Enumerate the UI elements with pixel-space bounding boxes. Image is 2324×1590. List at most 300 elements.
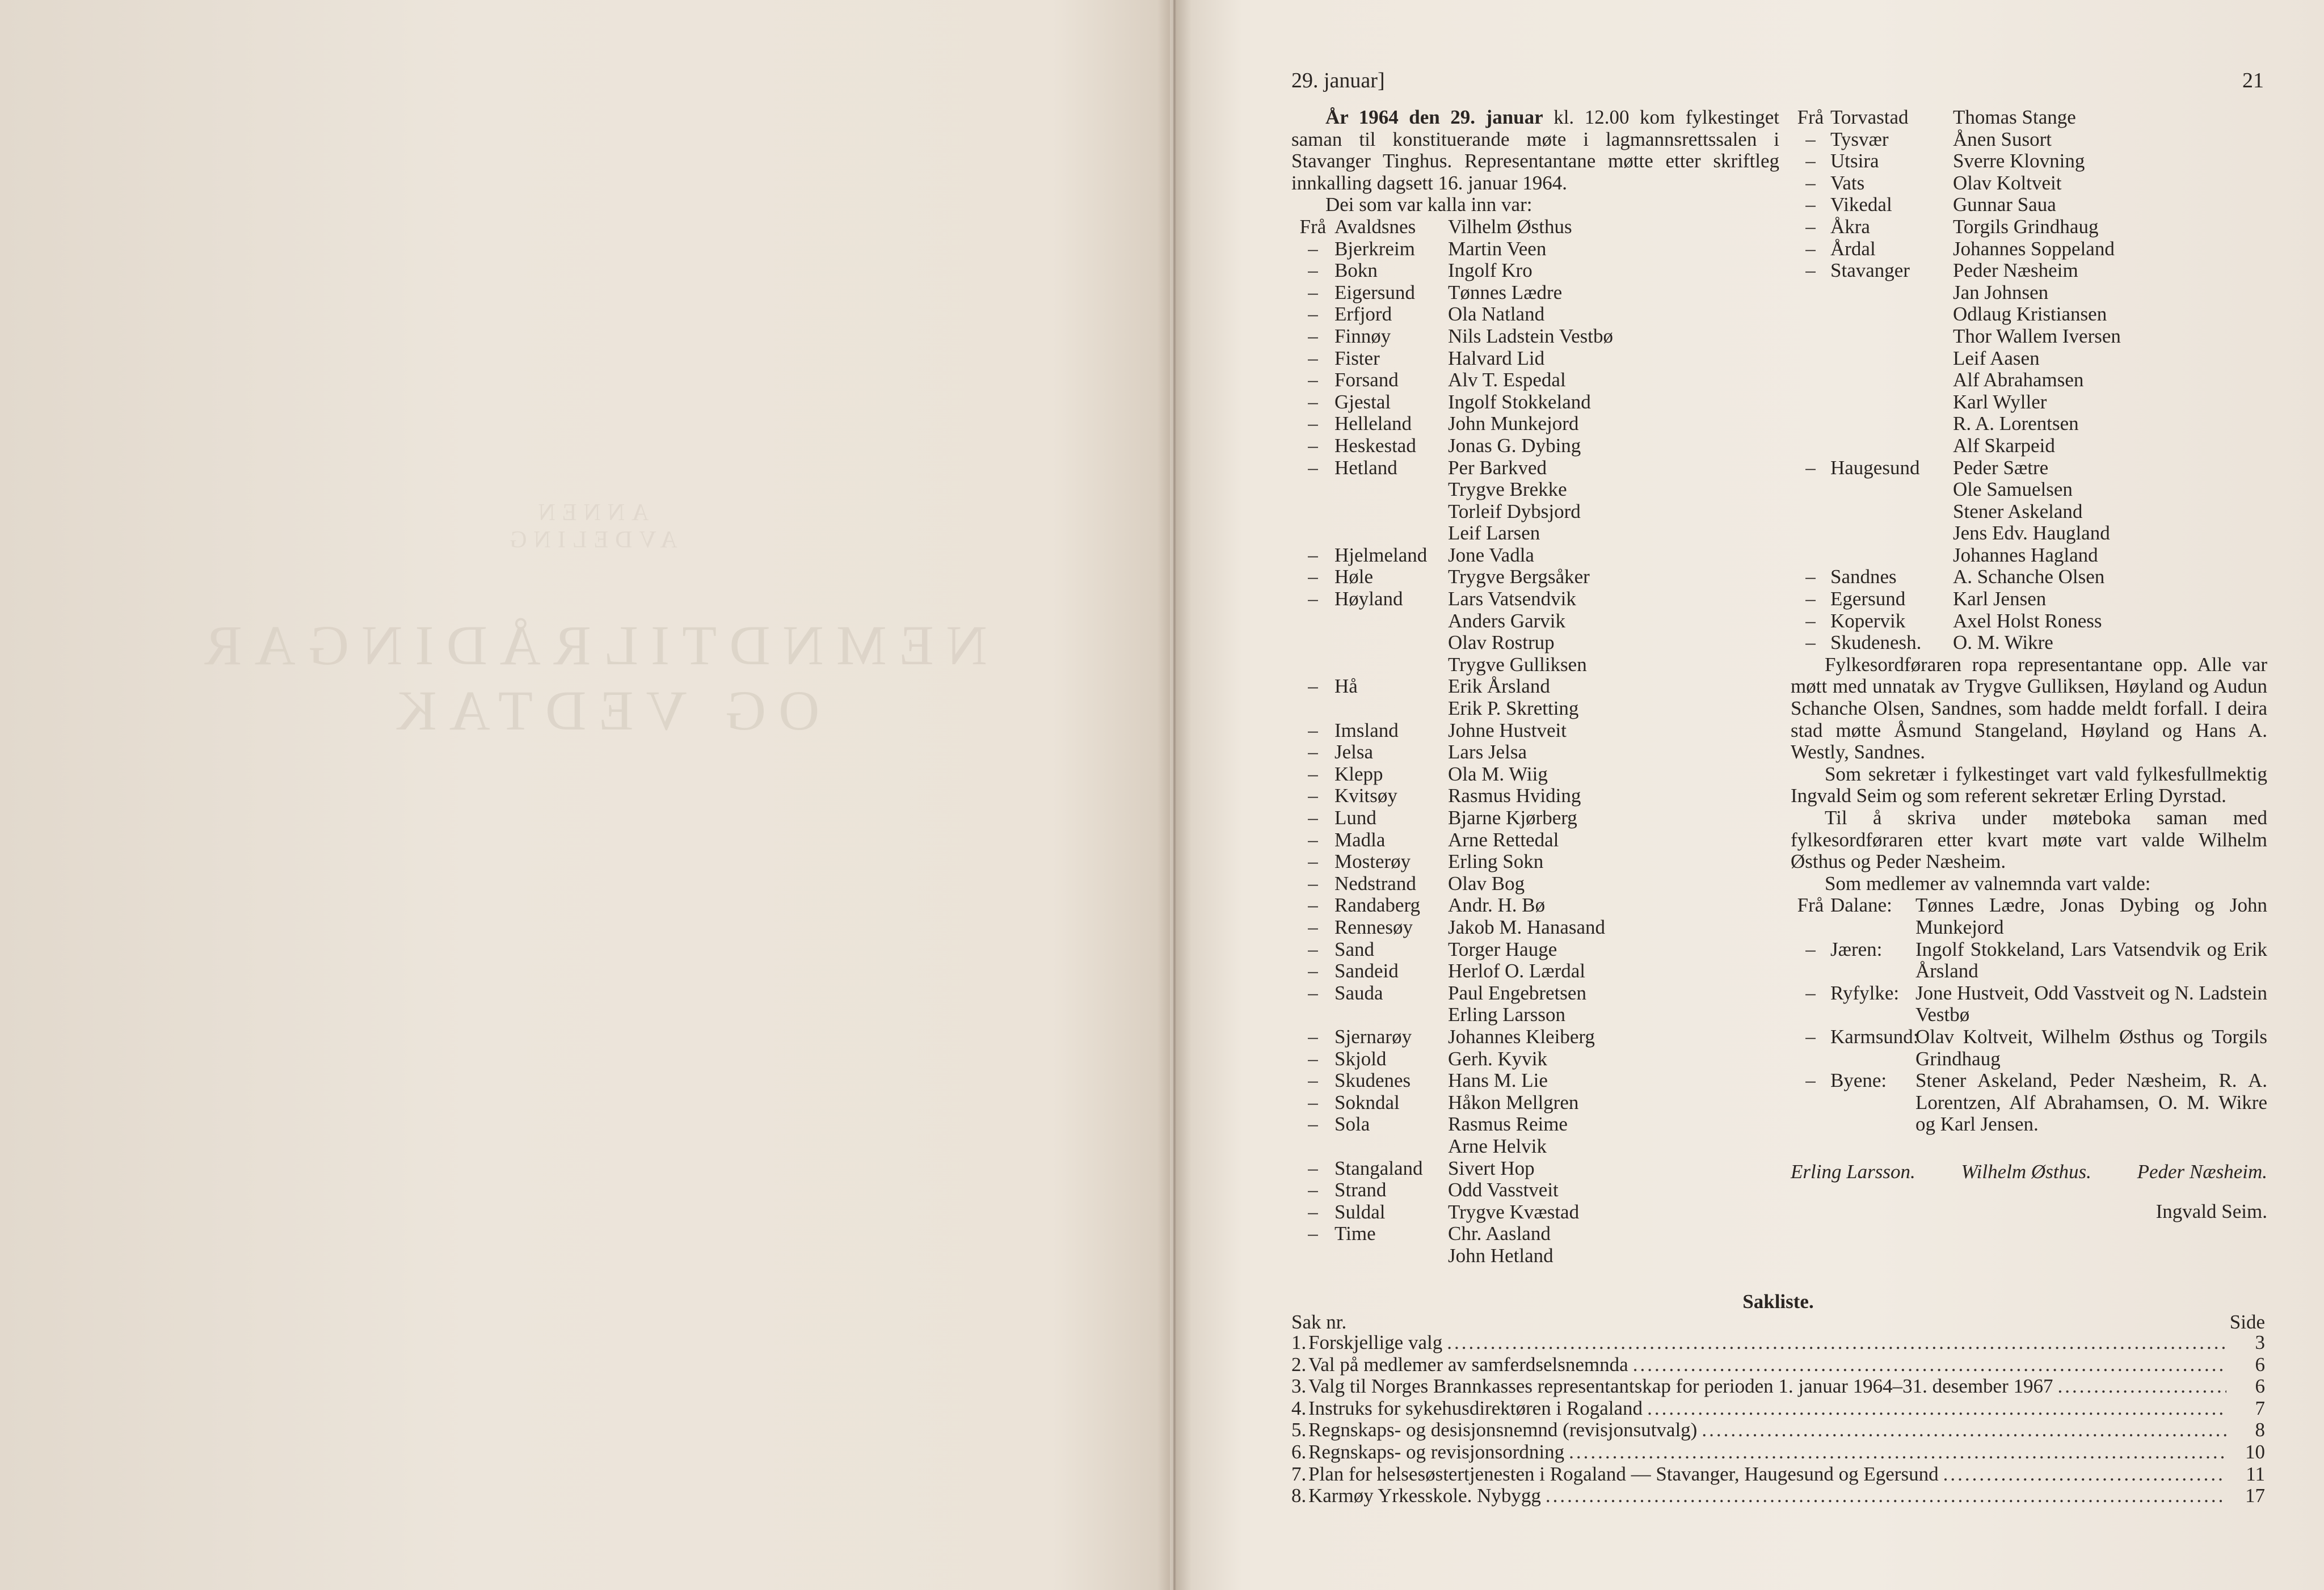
- attendee-name: Karl Jensen: [1953, 588, 2047, 610]
- attendee-municipality: Vikedal: [1830, 193, 1892, 216]
- attendee-municipality: [1334, 1004, 1448, 1026]
- committee-row: [1791, 895, 2267, 938]
- committee-names: Ingolf Stokkeland, Lars Vatsendvik og Erik Årsland: [1915, 938, 2267, 982]
- attendee-municipality: Imsland: [1334, 719, 1399, 741]
- attendee-municipality: Avaldsnes: [1334, 215, 1416, 238]
- attendee-prefix: –: [1308, 1179, 1318, 1201]
- attendee-municipality: Egersund: [1830, 588, 1906, 610]
- sak-page-number: 7: [2255, 1397, 2265, 1419]
- sakliste-title: Sakliste.: [1742, 1290, 1814, 1313]
- attendee-municipality: Haugesund: [1830, 456, 1920, 479]
- attendee-municipality: Kopervik: [1830, 609, 1906, 632]
- attendee-prefix: –: [1308, 741, 1318, 764]
- attendee-name: Thor Wallem Iversen: [1953, 324, 2121, 347]
- attendee-row: [1791, 457, 2267, 479]
- attendee-prefix: [1791, 435, 1830, 457]
- committee-row: [1791, 939, 2267, 982]
- intro-bold: År 1964 den 29. januar: [1325, 106, 1543, 128]
- attendee-prefix: –: [1805, 631, 1816, 654]
- attendee-row: [1791, 194, 2267, 216]
- attendee-prefix: –: [1805, 193, 1816, 216]
- attendee-municipality: Tysvær: [1830, 128, 1889, 150]
- attendee-name: Olav Koltveit: [1953, 171, 2062, 194]
- attendee-prefix: –: [1308, 675, 1318, 698]
- attendee-row: [1291, 1048, 1779, 1070]
- attendee-prefix: –: [1308, 412, 1318, 435]
- committee-names: Jone Hustveit, Odd Vasstveit og N. Ladstein Vestbø: [1915, 981, 2267, 1026]
- attendee-name: Ola M. Wiig: [1448, 762, 1548, 785]
- sak-page-number: 17: [2245, 1484, 2265, 1507]
- attendee-prefix: [1291, 1004, 1334, 1026]
- attendee-row: [1791, 479, 2267, 501]
- committee-prefix: –: [1805, 1025, 1816, 1048]
- attendee-prefix: [1791, 326, 1830, 348]
- attendee-name: Thomas Stange: [1953, 106, 2076, 128]
- attendee-name: Gerh. Kyvik: [1448, 1047, 1547, 1070]
- attendee-prefix: –: [1308, 1113, 1318, 1136]
- sakliste-row: [1291, 1419, 2265, 1441]
- attendee-row: [1791, 216, 2267, 238]
- attendee-municipality: [1830, 326, 1953, 348]
- sak-title: Instruks for sykehusdirektøren i Rogaland: [1308, 1397, 1643, 1419]
- attendee-name: Sverre Klovning: [1953, 150, 2085, 172]
- attendee-name: O. M. Wikre: [1953, 631, 2053, 654]
- attendee-row: [1791, 566, 2267, 588]
- attendee-municipality: [1334, 1245, 1448, 1267]
- attendee-prefix: –: [1308, 390, 1318, 413]
- attendee-name: Johne Hustveit: [1448, 719, 1567, 741]
- committee-names: Olav Koltveit, Wilhelm Østhus og Torgils Grindhaug: [1915, 1025, 2267, 1070]
- attendee-row: [1791, 545, 2267, 567]
- left-column: [1291, 107, 1779, 1267]
- attendee-prefix: –: [1308, 1222, 1318, 1245]
- attendee-municipality: Sandnes: [1830, 566, 1897, 588]
- attendee-municipality: [1830, 391, 1953, 414]
- attendee-name: Anders Garvik: [1448, 609, 1566, 632]
- attendee-municipality: Suldal: [1334, 1200, 1386, 1223]
- attendee-row: [1791, 348, 2267, 370]
- attendee-municipality: Lund: [1334, 807, 1376, 829]
- sak-page-number: 6: [2255, 1353, 2265, 1376]
- attendee-name: Lars Vatsendvik: [1448, 588, 1576, 610]
- attendee-name: Vilhelm Østhus: [1448, 215, 1572, 238]
- attendee-row: [1291, 1026, 1779, 1048]
- attendee-name: Hans M. Lie: [1448, 1069, 1548, 1092]
- attendee-row: [1791, 303, 2267, 326]
- dot-leader: [1569, 1441, 2226, 1464]
- attendee-name: Erling Sokn: [1448, 850, 1544, 873]
- attendee-row: [1791, 282, 2267, 304]
- attendee-row: [1291, 851, 1779, 873]
- attendee-municipality: Bjerkreim: [1334, 237, 1415, 260]
- attendee-name: Halvard Lid: [1448, 347, 1545, 369]
- attendee-municipality: Sandeid: [1334, 960, 1399, 982]
- attendee-name: Gunnar Saua: [1953, 193, 2056, 216]
- attendee-prefix: –: [1805, 588, 1816, 610]
- attendee-prefix: [1291, 1245, 1334, 1267]
- attendee-municipality: [1830, 303, 1953, 326]
- attendee-prefix: –: [1308, 1025, 1318, 1048]
- attendee-row: [1791, 326, 2267, 348]
- attendee-prefix: –: [1805, 150, 1816, 172]
- attendee-municipality: Mosterøy: [1334, 850, 1411, 873]
- attendee-row: [1291, 435, 1779, 457]
- attendee-name: Chr. Aasland: [1448, 1222, 1551, 1245]
- attendee-name: Odlaug Kristiansen: [1953, 303, 2107, 326]
- attendee-municipality: Randaberg: [1334, 894, 1420, 917]
- attendee-municipality: [1830, 348, 1953, 370]
- attendee-name: Erik P. Skretting: [1448, 697, 1579, 720]
- attendee-municipality: Finnøy: [1334, 324, 1391, 347]
- attendee-municipality: Fister: [1334, 347, 1380, 369]
- attendee-row: [1291, 303, 1779, 326]
- attendee-row: [1291, 917, 1779, 939]
- attendee-prefix: –: [1308, 1047, 1318, 1070]
- sak-page-number: 3: [2255, 1331, 2265, 1353]
- attendee-row: [1291, 501, 1779, 523]
- attendee-row: [1291, 873, 1779, 895]
- attendee-name: Stener Askeland: [1953, 500, 2083, 522]
- attendee-prefix: –: [1805, 566, 1816, 588]
- attendee-row: [1291, 413, 1779, 435]
- committee-prefix: Frå: [1797, 894, 1824, 917]
- sakliste-row: [1291, 1464, 2265, 1486]
- attendee-municipality: Bokn: [1334, 259, 1378, 282]
- attendee-row: [1291, 676, 1779, 698]
- committee-list: [1791, 895, 2267, 1136]
- attendee-municipality: Hå: [1334, 675, 1358, 698]
- committee-names: Tønnes Lædre, Jonas Dybing og John Munkejord: [1915, 894, 2267, 938]
- attendee-municipality: Skudenesh.: [1830, 631, 1922, 654]
- attendee-municipality: Sjernarøy: [1334, 1025, 1412, 1048]
- committee-prefix: –: [1805, 938, 1816, 960]
- attendee-prefix: –: [1308, 456, 1318, 479]
- attendee-name: Jens Edv. Haugland: [1953, 522, 2110, 545]
- sak-title: Regnskaps- og desisjonsnemnd (revisjonsutvalg): [1308, 1419, 1698, 1441]
- attendee-row: [1791, 129, 2267, 151]
- attendee-municipality: Sauda: [1334, 981, 1383, 1004]
- signature: Peder Næsheim.: [2137, 1160, 2267, 1183]
- attendee-name: Ånen Susort: [1953, 128, 2052, 150]
- attendee-row: [1291, 566, 1779, 588]
- attendee-name: Jone Vadla: [1448, 543, 1534, 566]
- attendee-prefix: –: [1805, 171, 1816, 194]
- attendee-name: Torleif Dybsjord: [1448, 500, 1581, 522]
- attendee-municipality: [1830, 545, 1953, 567]
- attendee-prefix: [1791, 522, 1830, 545]
- attendee-municipality: Nedstrand: [1334, 872, 1416, 895]
- attendee-municipality: [1830, 435, 1953, 457]
- sak-number: 6.: [1291, 1440, 1307, 1463]
- attendee-row: [1791, 588, 2267, 610]
- attendee-row: [1291, 610, 1779, 632]
- attendee-name: Håkon Mellgren: [1448, 1091, 1579, 1114]
- attendee-prefix: –: [1308, 894, 1318, 917]
- attendee-municipality: Jelsa: [1334, 741, 1374, 764]
- attendee-prefix: –: [1308, 324, 1318, 347]
- attendee-name: Tønnes Lædre: [1448, 281, 1563, 303]
- attendee-municipality: Årdal: [1830, 237, 1876, 260]
- page-number: 21: [2242, 69, 2264, 92]
- sak-title: Karmøy Yrkesskole. Nybygg: [1308, 1484, 1541, 1507]
- signature-secretary: Ingvald Seim.: [2155, 1200, 2267, 1222]
- side-header: Side: [2229, 1311, 2265, 1333]
- sak-nr-header: Sak nr.: [1291, 1311, 1347, 1333]
- sign-paragraph: Til å skriva under møteboka saman med fylkesordføraren etter kvart møte vart valde Wilhelm Østhus og Peder Næsheim.: [1791, 807, 2267, 873]
- attendee-prefix: –: [1308, 543, 1318, 566]
- attendee-name: John Munkejord: [1448, 412, 1579, 435]
- committee-row: [1791, 982, 2267, 1026]
- sak-page-number: 11: [2246, 1462, 2265, 1485]
- attendee-row: [1791, 522, 2267, 545]
- attendee-row: [1291, 632, 1779, 654]
- committee-row: [1791, 1026, 2267, 1070]
- attendee-prefix: [1291, 1136, 1334, 1158]
- bleed-through-heading: NEMNDTILRÅDINGAR OG VEDTAK: [192, 614, 987, 742]
- attendee-name: Ingolf Stokkeland: [1448, 390, 1591, 413]
- attendee-row: [1291, 698, 1779, 720]
- attendee-row: [1791, 107, 2267, 129]
- sak-page-number: 6: [2255, 1375, 2265, 1398]
- committee-district: Byene:: [1830, 1069, 1887, 1092]
- dot-leader: [2057, 1376, 2226, 1398]
- attendee-name: Arne Rettedal: [1448, 828, 1559, 851]
- attendee-name: Rasmus Reime: [1448, 1113, 1568, 1136]
- attendee-municipality: Torvastad: [1830, 106, 1909, 128]
- attendee-municipality: Sand: [1334, 938, 1374, 960]
- attendee-municipality: Madla: [1334, 828, 1386, 851]
- attendee-name: Olav Rostrup: [1448, 631, 1555, 654]
- attendee-prefix: –: [1308, 281, 1318, 303]
- attendee-row: [1291, 479, 1779, 501]
- committee-paragraph: Som medlemer av valnemnda vart valde:: [1825, 872, 2151, 895]
- called-in-line: Dei som var kalla inn var:: [1325, 193, 1533, 216]
- dot-leader: [1546, 1485, 2226, 1507]
- attendee-municipality: Utsira: [1830, 150, 1879, 172]
- attendee-name: Jan Johnsen: [1953, 281, 2049, 303]
- attendee-name: Trygve Kvæstad: [1448, 1200, 1580, 1223]
- attendee-name: Johannes Kleiberg: [1448, 1025, 1595, 1048]
- attendee-name: John Hetland: [1448, 1244, 1553, 1267]
- sakliste-row: [1291, 1354, 2265, 1376]
- attendee-municipality: Hjelmeland: [1334, 543, 1428, 566]
- attendee-municipality: [1334, 1136, 1448, 1158]
- attendee-prefix: –: [1308, 828, 1318, 851]
- secretary-paragraph: Som sekretær i fylkestinget vart vald fylkesfullmektig Ingvald Seim og som referent sekretær Erling Dyrstad.: [1791, 762, 2267, 807]
- attendee-prefix: [1791, 545, 1830, 567]
- attendee-municipality: Helleland: [1334, 412, 1412, 435]
- attendee-municipality: [1334, 698, 1448, 720]
- absence-paragraph: Fylkesordføraren ropa representantane opp. Alle var møtt med unnatak av Trygve Gulliksen, Høyland og Audun Schanche Olsen, Sandnes, som hadde meldt forfall. I deira stad møtte Åsmund Stangeland, Høyland og Hans A. Westly, Sandnes.: [1791, 653, 2267, 764]
- attendee-prefix: [1291, 610, 1334, 632]
- attendee-municipality: Åkra: [1830, 215, 1870, 238]
- attendee-row: [1291, 369, 1779, 391]
- attendee-row: [1291, 1114, 1779, 1136]
- attendee-name: Erling Larsson: [1448, 1003, 1566, 1026]
- attendee-prefix: –: [1308, 566, 1318, 588]
- attendee-row: [1791, 238, 2267, 260]
- committee-district: Jæren:: [1830, 938, 1883, 960]
- sak-number: 3.: [1291, 1375, 1307, 1398]
- attendee-row: [1291, 829, 1779, 851]
- attendee-prefix: –: [1308, 785, 1318, 807]
- attendee-municipality: Høyland: [1334, 588, 1403, 610]
- attendee-row: [1291, 1245, 1779, 1267]
- attendee-prefix: [1791, 479, 1830, 501]
- committee-names: Stener Askeland, Peder Næsheim, R. A. Lorentzen, Alf Abrahamsen, O. M. Wikre og Karl Jensen.: [1915, 1069, 2267, 1136]
- attendee-prefix: [1291, 632, 1334, 654]
- attendee-list-right: [1791, 107, 2267, 654]
- attendee-row: [1291, 1004, 1779, 1026]
- sakliste-row: [1291, 1485, 2265, 1507]
- attendee-name: Trygve Brekke: [1448, 478, 1567, 501]
- attendee-prefix: Frå: [1797, 106, 1824, 128]
- attendee-municipality: [1830, 282, 1953, 304]
- attendee-municipality: [1830, 479, 1953, 501]
- attendee-row: [1791, 435, 2267, 457]
- running-head: 29. januar]: [1291, 69, 1385, 92]
- attendee-municipality: Rennesøy: [1334, 916, 1413, 938]
- attendee-row: [1291, 260, 1779, 282]
- sakliste: [1291, 1291, 2265, 1507]
- attendee-name: Olav Bog: [1448, 872, 1525, 895]
- attendee-prefix: –: [1308, 938, 1318, 960]
- attendee-name: Odd Vasstveit: [1448, 1179, 1559, 1201]
- sak-title: Forskjellige valg: [1308, 1331, 1443, 1353]
- attendee-prefix: –: [1308, 434, 1318, 457]
- committee-prefix: –: [1805, 981, 1816, 1004]
- attendee-row: [1291, 1092, 1779, 1114]
- attendee-prefix: [1791, 501, 1830, 523]
- attendee-row: [1291, 654, 1779, 676]
- attendee-name: Martin Veen: [1448, 237, 1547, 260]
- attendee-prefix: –: [1308, 369, 1318, 391]
- attendee-municipality: [1830, 522, 1953, 545]
- signature: Wilhelm Østhus.: [1961, 1160, 2091, 1183]
- attendee-row: [1291, 1223, 1779, 1245]
- attendee-municipality: Skjold: [1334, 1047, 1387, 1070]
- attendee-row: [1291, 1136, 1779, 1158]
- attendee-name: Alv T. Espedal: [1448, 369, 1566, 391]
- dot-leader: [1647, 1398, 2226, 1420]
- attendee-name: Lars Jelsa: [1448, 741, 1527, 764]
- attendee-municipality: Erfjord: [1334, 303, 1392, 326]
- attendee-row: [1291, 807, 1779, 829]
- attendee-name: Karl Wyller: [1953, 390, 2047, 413]
- attendee-prefix: –: [1308, 303, 1318, 326]
- attendee-name: Bjarne Kjørberg: [1448, 807, 1577, 829]
- attendee-municipality: Skudenes: [1334, 1069, 1411, 1092]
- attendee-name: Alf Abrahamsen: [1953, 369, 2084, 391]
- sak-number: 5.: [1291, 1419, 1307, 1441]
- attendee-row: [1291, 216, 1779, 238]
- book-gutter: [1157, 0, 1192, 1590]
- dot-leader: [1633, 1354, 2226, 1376]
- attendee-row: [1791, 172, 2267, 195]
- sakliste-row: [1291, 1398, 2265, 1420]
- attendee-name: Jonas G. Dybing: [1448, 434, 1581, 457]
- attendee-prefix: –: [1308, 719, 1318, 741]
- bleed-through-text: ANNEN AVDELING: [503, 500, 677, 553]
- intro-text: kl. 12.00 kom fylkestinget saman til konstituerande møte i lagmannsrettssalen i Stavanger Tinghus. Representantane møtte etter skriftleg innkalling dagsett 16. januar 1964.: [1291, 106, 1779, 194]
- attendee-municipality: Strand: [1334, 1179, 1387, 1201]
- attendee-municipality: Kvitsøy: [1334, 785, 1397, 807]
- attendee-prefix: [1291, 501, 1334, 523]
- attendee-municipality: [1830, 369, 1953, 391]
- committee-row: [1791, 1070, 2267, 1136]
- attendee-row: [1291, 1201, 1779, 1224]
- attendee-row: [1291, 720, 1779, 742]
- dot-leader: [1943, 1464, 2226, 1486]
- sakliste-row: [1291, 1376, 2265, 1398]
- attendee-row: [1291, 457, 1779, 479]
- attendee-municipality: Stavanger: [1830, 259, 1910, 282]
- attendee-name: A. Schanche Olsen: [1953, 566, 2105, 588]
- attendee-row: [1291, 741, 1779, 764]
- attendee-municipality: [1334, 479, 1448, 501]
- attendee-name: Alf Skarpeid: [1953, 434, 2055, 457]
- attendee-municipality: [1334, 632, 1448, 654]
- attendee-municipality: Hetland: [1334, 456, 1397, 479]
- attendee-prefix: [1791, 303, 1830, 326]
- attendee-prefix: –: [1308, 1200, 1318, 1223]
- attendee-row: [1791, 413, 2267, 435]
- sak-number: 8.: [1291, 1484, 1307, 1507]
- sak-number: 1.: [1291, 1331, 1307, 1353]
- attendee-prefix: –: [1308, 981, 1318, 1004]
- attendee-name: Trygve Bergsåker: [1448, 566, 1590, 588]
- attendee-municipality: Sola: [1334, 1113, 1370, 1136]
- sakliste-items: [1291, 1332, 2265, 1507]
- attendee-prefix: –: [1805, 609, 1816, 632]
- attendee-row: [1791, 501, 2267, 523]
- attendee-list-left: [1291, 216, 1779, 1267]
- attendee-name: Peder Sætre: [1953, 456, 2049, 479]
- attendee-row: [1791, 610, 2267, 632]
- attendee-name: Leif Aasen: [1953, 347, 2040, 369]
- attendee-prefix: [1291, 654, 1334, 676]
- sakliste-row: [1291, 1332, 2265, 1354]
- attendee-prefix: [1291, 522, 1334, 545]
- sak-number: 4.: [1291, 1397, 1307, 1419]
- attendee-name: Herlof O. Lærdal: [1448, 960, 1586, 982]
- attendee-row: [1291, 391, 1779, 414]
- committee-district: Dalane:: [1830, 894, 1892, 917]
- attendee-name: Axel Holst Roness: [1953, 609, 2102, 632]
- sak-title: Regnskaps- og revisjonsordning: [1308, 1440, 1565, 1463]
- attendee-name: Paul Engebretsen: [1448, 981, 1586, 1004]
- attendee-municipality: Vats: [1830, 171, 1865, 194]
- sak-number: 2.: [1291, 1353, 1307, 1376]
- attendee-prefix: –: [1308, 1091, 1318, 1114]
- attendee-prefix: –: [1805, 237, 1816, 260]
- attendee-prefix: –: [1308, 850, 1318, 873]
- sakliste-header: [1291, 1313, 2265, 1332]
- sak-page-number: 8: [2255, 1419, 2265, 1441]
- attendee-row: [1791, 632, 2267, 654]
- attendee-prefix: –: [1805, 456, 1816, 479]
- attendee-prefix: [1791, 369, 1830, 391]
- attendee-name: Per Barkved: [1448, 456, 1547, 479]
- committee-district: Karmsund:: [1830, 1025, 1919, 1048]
- attendee-name: Trygve Gulliksen: [1448, 653, 1587, 676]
- attendee-row: [1791, 260, 2267, 282]
- sak-number: 7.: [1291, 1462, 1307, 1485]
- attendee-row: [1291, 326, 1779, 348]
- attendee-row: [1291, 545, 1779, 567]
- attendee-municipality: Klepp: [1334, 762, 1383, 785]
- attendee-municipality: [1334, 654, 1448, 676]
